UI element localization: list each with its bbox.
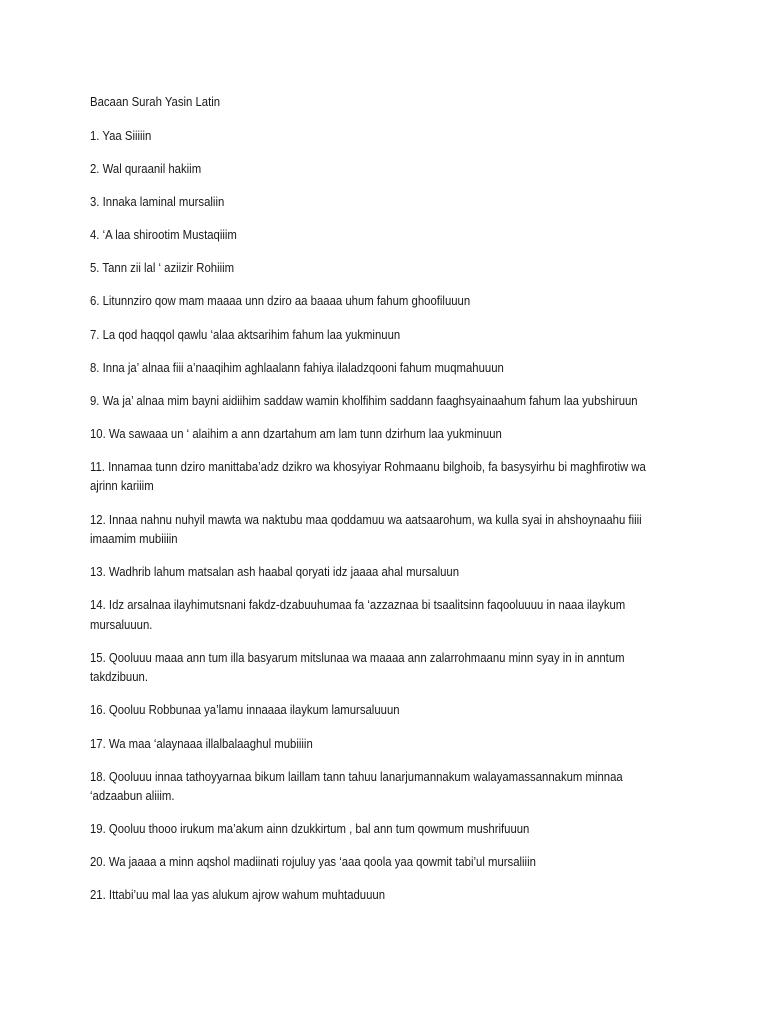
verse-item: 20. Wa jaaaa a minn aqshol madiinati rojuluy yas ‘aaa qoola yaa qowmit tabi’ul mursaliiin	[90, 854, 536, 870]
verse-item: 7. La qod haqqol qawlu ‘alaa aktsarihim fahum laa yukminuun	[90, 326, 401, 342]
verse-item: 8. Inna ja’ alnaa fiii a’naaqihim aghlaalann fahiya ilaladzqooni fahum muqmahuuun	[90, 359, 504, 375]
verse-item: 14. Idz arsalnaa ilayhimutsnani fakdz-dzabuuhumaa fa ‘azzaznaa bi tsaalitsinn faqooluuuu in naaa ilaykum mursaluuun.	[90, 597, 626, 632]
verse-item: 9. Wa ja’ alnaa mim bayni aidiihim saddaw wamin kholfihim saddann faaghsyainaahum fahum laa yubshiruun	[90, 392, 638, 408]
verse-item: 16. Qooluu Robbunaa ya’lamu innaaaa ilaykum lamursaluuun	[90, 702, 400, 718]
verse-item: 13. Wadhrib lahum matsalan ash haabal qoryati idz jaaaa ahal mursaluun	[90, 564, 460, 580]
verse-item: 6. Litunnziro qow mam maaaa unn dziro aa baaaa uhum fahum ghoofiluuun	[90, 293, 471, 309]
verse-item: 5. Tann zii lal ‘ aziizir Rohiiim	[90, 260, 235, 276]
verse-item: 11. Innamaa tunn dziro manittaba’adz dzikro wa khosyiyar Rohmaanu bilghoib, fa basysyirhu bi maghfirotiw wa ajrinn kariiim	[90, 458, 646, 494]
verse-item: 17. Wa maa ‘alaynaaa illalbalaaghul mubiiiin	[90, 735, 313, 751]
verse-item: 21. Ittabi’uu mal laa yas alukum ajrow wahum muhtaduuun	[90, 887, 386, 903]
verse-item: 19. Qooluu thooo irukum ma’akum ainn dzukkirtum , bal ann tum qowmum mushrifuuun	[90, 821, 530, 837]
verse-item: 18. Qooluuu innaa tathoyyarnaa bikum laillam tann tahuu lanarjumannakum walayamassannakum minnaa ‘adzaabun aliiim.	[90, 768, 623, 804]
document-title: Bacaan Surah Yasin Latin	[90, 94, 221, 109]
verse-item: 12. Innaa nahnu nuhyil mawta wa naktubu maa qoddamuu wa aatsaarohum, wa kulla syai in ahshoynaahu fiiii imaamim mubiiiin	[90, 511, 642, 547]
verse-item: 15. Qooluuu maaa ann tum illa basyarum mitslunaa wa maaaa ann zalarrohmaanu minn syay in in anntum takdzibuun.	[90, 649, 625, 685]
verse-item: 4. ‘A laa shirootim Mustaqiiim	[90, 227, 237, 243]
verse-item: 3. Innaka laminal mursaliin	[90, 194, 225, 210]
verse-item: 10. Wa sawaaa un ‘ alaihim a ann dzartahum am lam tunn dzirhum laa yukminuun	[90, 425, 502, 441]
verse-list	[90, 126, 710, 918]
verse-item: 1. Yaa Siiiiin	[90, 128, 152, 143]
verse-item: 2. Wal quraanil hakiim	[90, 161, 202, 177]
